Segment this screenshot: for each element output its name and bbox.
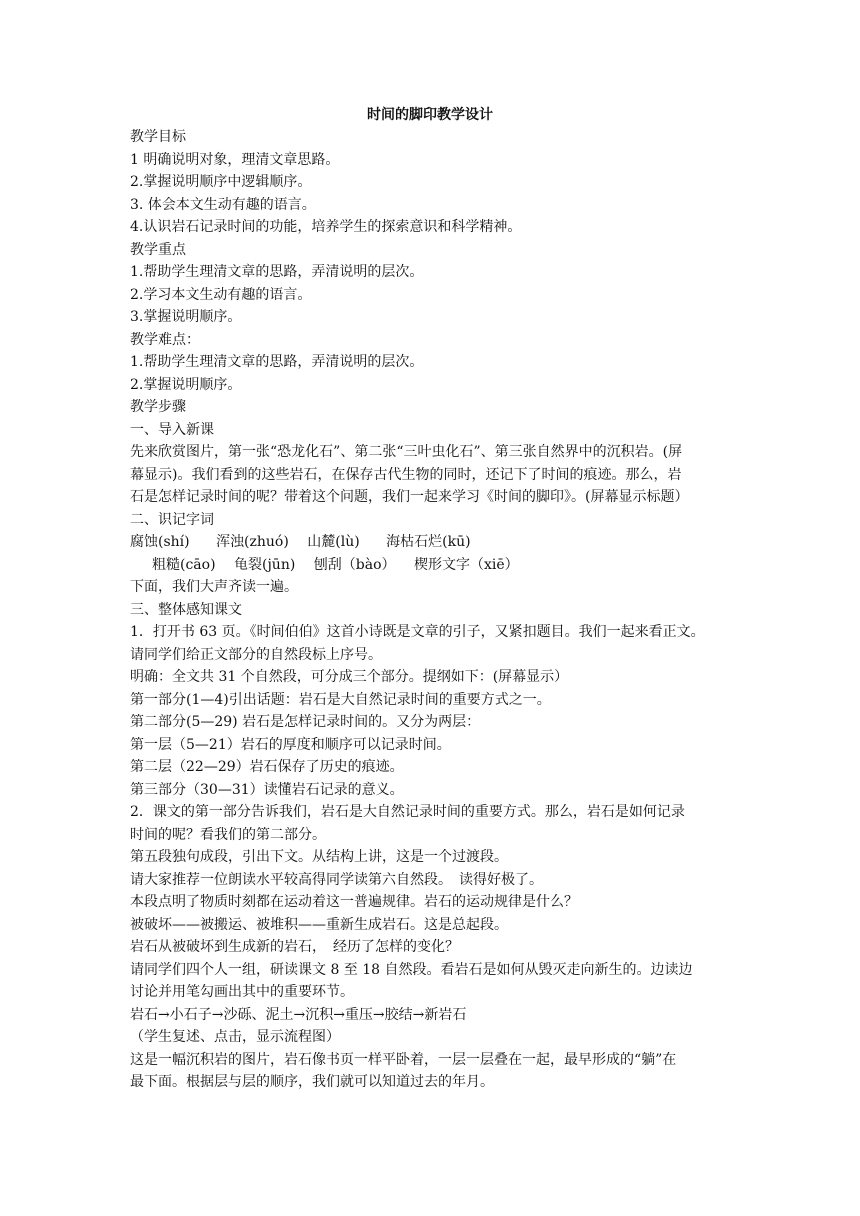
- section-heading: 教学步骤: [130, 399, 186, 415]
- paragraph-line: 第二部分(5—29) 岩石是怎样记录时间的。又分为两层：: [130, 714, 481, 730]
- paragraph-line: 1 明确说明对象，理清文章思路。: [130, 151, 340, 168]
- paragraph-line: 被破坏——被搬运、被堆积——重新生成岩石。这是总起段。: [130, 916, 508, 933]
- paragraph-line: 第五段独句成段，引出下文。从结构上讲，这是一个过渡段。: [130, 849, 508, 865]
- paragraph-line: 请同学们四个人一组，研读课文 8 至 18 自然段。看岩石是如何从毁灭走向新生的。边读边: [130, 961, 693, 978]
- paragraph-line: 时间的呢？看我们的第二部分。: [130, 826, 326, 843]
- paragraph-line: 岩石从被破坏到生成新的岩石， 经历了怎样的变化？: [130, 939, 459, 955]
- paragraph-line: 本段点明了物质时刻都在运动着这一普遍规律。岩石的运动规律是什么？: [130, 894, 578, 910]
- paragraph-line: 第三部分（30—31）读懂岩石记录的意义。: [130, 781, 404, 798]
- paragraph-line: 2.学习本文生动有趣的语言。: [130, 286, 312, 303]
- paragraph-line: 幕显示)。我们看到的这些岩石，在保存古代生物的同时，还记下了时间的痕迹。那么，岩: [130, 466, 682, 483]
- paragraph-line: 第一层（5—21）岩石的厚度和顺序可以记录时间。: [130, 736, 451, 753]
- flow-sequence: 岩石→小石子→沙砾、泥土→沉积→重压→胶结→新岩石: [130, 1006, 467, 1023]
- paragraph-line: 先来欣赏图片，第一张“恐龙化石”、第二张“三叶虫化石”、第三张自然界中的沉积岩。(屏: [130, 444, 683, 460]
- vocab-item: 海枯石烂(kū): [386, 534, 471, 550]
- vocab-item: 楔形文字（xiē）: [413, 556, 519, 573]
- paragraph-line: 2.掌握说明顺序。: [130, 376, 242, 393]
- section-heading: 二、识记字词: [130, 511, 214, 528]
- paragraph-line: 3. 体会本文生动有趣的语言。: [130, 196, 316, 213]
- paragraph-line: 1.帮助学生理清文章的思路，弄清说明的层次。: [130, 354, 424, 370]
- document-body: [130, 126, 733, 1094]
- vocab-row: [130, 554, 733, 577]
- vocab-row: [130, 531, 733, 554]
- paragraph-line: 第二层（22—29）岩石保存了历史的痕迹。: [130, 759, 404, 775]
- paragraph-line: 明确：全文共 31 个自然段，可分成三个部分。提纲如下：(屏幕显示）: [130, 669, 569, 685]
- paragraph-line: 请同学们给正文部分的自然段标上序号。: [130, 646, 382, 663]
- paragraph-line: 第一部分(1—4)引出话题：岩石是大自然记录时间的重要方式之一。: [130, 691, 551, 708]
- vocab-item: 腐蚀(shí): [130, 534, 190, 550]
- paragraph-line: 请大家推荐一位朗读水平较高得同学读第六自然段。 读得好极了。: [130, 871, 543, 888]
- section-heading: 三、整体感知课文: [130, 601, 242, 618]
- paragraph-line: 下面，我们大声齐读一遍。: [130, 579, 298, 595]
- vocab-item: 浑浊(zhuó): [216, 534, 289, 550]
- section-heading: 教学重点: [130, 241, 186, 258]
- paragraph-line: 1．打开书 63 页。《时间伯伯》这首小诗既是文章的引子，又紧扣题目。我们一起来看正文。: [130, 624, 705, 640]
- paragraph-line: 石是怎样记录时间的呢？带着这个问题，我们一起来学习《时间的脚印》。(屏幕显示标题）: [130, 489, 689, 505]
- paragraph-line: 2．课文的第一部分告诉我们，岩石是大自然记录时间的重要方式。那么，岩石是如何记录: [130, 804, 685, 820]
- vocab-item: 刨刮（bào）: [313, 556, 396, 573]
- document-title: 时间的脚印教学设计: [367, 107, 493, 123]
- section-heading: 一、导入新课: [130, 421, 214, 438]
- paragraph-line: 1.帮助学生理清文章的思路，弄清说明的层次。: [130, 264, 424, 280]
- paragraph-line: 讨论并用笔勾画出其中的重要环节。: [130, 984, 354, 1000]
- paragraph-line: 4.认识岩石记录时间的功能，培养学生的探索意识和科学精神。: [130, 219, 522, 235]
- paragraph-line: 2.掌握说明顺序中逻辑顺序。: [130, 174, 312, 190]
- vocab-item: 龟裂(jūn): [234, 556, 296, 573]
- paragraph-line: 最下面。根据层与层的顺序，我们就可以知道过去的年月。: [130, 1074, 494, 1090]
- section-heading: 教学目标: [130, 129, 186, 145]
- vocab-item: 粗糙(cāo): [152, 556, 216, 573]
- vocab-item: 山麓(lù): [307, 534, 360, 550]
- paragraph-line: 3.掌握说明顺序。: [130, 309, 242, 325]
- section-heading: 教学难点：: [130, 331, 200, 348]
- paragraph-line: （学生复述、点击，显示流程图）: [130, 1029, 340, 1045]
- paragraph-line: 这是一幅沉积岩的图片，岩石像书页一样平卧着，一层一层叠在一起，最早形成的“躺”在: [130, 1051, 677, 1068]
